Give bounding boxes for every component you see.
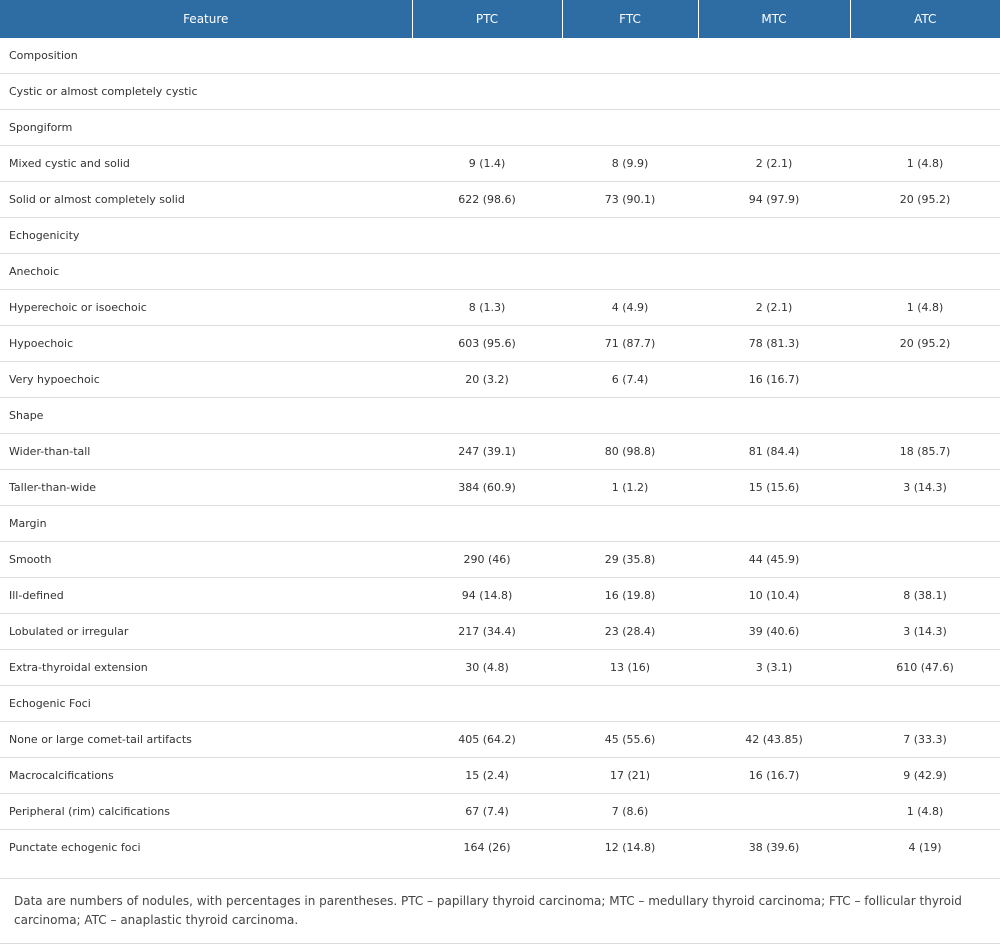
cell-ptc: 15 (2.4) [412, 758, 562, 794]
cell-ptc [412, 506, 562, 542]
cell-feature: Lobulated or irregular [0, 614, 412, 650]
cell-ftc: 4 (4.9) [562, 290, 698, 326]
table-row [0, 686, 1000, 722]
cell-ftc: 73 (90.1) [562, 182, 698, 218]
cell-ptc [412, 254, 562, 290]
cell-atc [850, 38, 1000, 74]
cell-atc: 610 (47.6) [850, 650, 1000, 686]
cell-ptc [412, 110, 562, 146]
table-row [0, 254, 1000, 290]
cell-ftc [562, 218, 698, 254]
header-ftc: FTC [562, 0, 698, 38]
cell-atc [850, 254, 1000, 290]
cell-feature: Margin [0, 506, 412, 542]
cell-atc [850, 74, 1000, 110]
cell-feature: Shape [0, 398, 412, 434]
cell-atc: 20 (95.2) [850, 326, 1000, 362]
cell-ftc: 13 (16) [562, 650, 698, 686]
cell-ptc: 405 (64.2) [412, 722, 562, 758]
cell-ptc: 384 (60.9) [412, 470, 562, 506]
cell-feature: Composition [9, 49, 78, 62]
cell-atc: 7 (33.3) [850, 722, 1000, 758]
cell-mtc [698, 218, 850, 254]
table-row [0, 542, 1000, 578]
cell-ptc: 8 (1.3) [412, 290, 562, 326]
cell-mtc: 16 (16.7) [698, 362, 850, 398]
cell-mtc [698, 38, 850, 74]
cell-mtc [698, 74, 850, 110]
cell-feature: Punctate echogenic foci [0, 830, 412, 866]
cell-atc [850, 218, 1000, 254]
table-row [0, 758, 1000, 794]
table-row [0, 506, 1000, 542]
table-row [0, 830, 1000, 866]
cell-ftc [562, 254, 698, 290]
table-row [0, 362, 1000, 398]
cell-ftc: 7 (8.6) [562, 794, 698, 830]
cell-feature: Smooth [0, 542, 412, 578]
cell-ftc: 16 (19.8) [562, 578, 698, 614]
cell-atc: 18 (85.7) [850, 434, 1000, 470]
cell-atc: 3 (14.3) [850, 470, 1000, 506]
cell-atc: 1 (4.8) [850, 290, 1000, 326]
table-row [0, 398, 1000, 434]
cell-ftc [562, 38, 698, 74]
cell-mtc [698, 110, 850, 146]
cell-feature: Anechoic [0, 254, 412, 290]
cell-feature: Hyperechoic or isoechoic [0, 290, 412, 326]
cell-atc: 8 (38.1) [850, 578, 1000, 614]
footnote-text: Data are numbers of nodules, with percentages in parentheses. PTC – papillary thyroid carcinoma; MTC – medullary thyroid carcinoma; FTC – follicular thyroid carcinoma; ATC – anaplastic thyroid carcinoma. [14, 894, 962, 927]
cell-ptc: 290 (46) [412, 542, 562, 578]
cell-mtc: 15 (15.6) [698, 470, 850, 506]
cell-ptc: 67 (7.4) [412, 794, 562, 830]
cell-mtc: 42 (43.85) [698, 722, 850, 758]
cell-mtc: 2 (2.1) [698, 146, 850, 182]
cell-mtc: 2 (2.1) [698, 290, 850, 326]
table-row [0, 110, 1000, 146]
cell-ftc: 17 (21) [562, 758, 698, 794]
cell-ptc: 622 (98.6) [412, 182, 562, 218]
cell-feature: Solid or almost completely solid [0, 182, 412, 218]
cell-feature: Very hypoechoic [0, 362, 412, 398]
cell-ftc [562, 74, 698, 110]
cell-atc [850, 542, 1000, 578]
cell-atc [850, 506, 1000, 542]
cell-ptc [412, 38, 562, 74]
cell-mtc [698, 398, 850, 434]
table-row [0, 722, 1000, 758]
cell-ftc: 80 (98.8) [562, 434, 698, 470]
cell-feature: Extra-thyroidal extension [0, 650, 412, 686]
cell-ftc: 8 (9.9) [562, 146, 698, 182]
table-body [0, 38, 1000, 865]
cell-ftc: 6 (7.4) [562, 362, 698, 398]
cell-feature: Macrocalcifications [0, 758, 412, 794]
cell-atc [850, 110, 1000, 146]
cell-atc: 3 (14.3) [850, 614, 1000, 650]
header-row [0, 0, 1000, 38]
cell-mtc: 16 (16.7) [698, 758, 850, 794]
header-atc: ATC [850, 0, 1000, 38]
cell-feature: Cystic or almost completely cystic [0, 74, 412, 110]
table-row [0, 794, 1000, 830]
cell-mtc: 81 (84.4) [698, 434, 850, 470]
cell-feature: Wider-than-tall [0, 434, 412, 470]
cell-ptc: 94 (14.8) [412, 578, 562, 614]
cell-atc [850, 686, 1000, 722]
cell-atc: 1 (4.8) [850, 794, 1000, 830]
cell-ftc [562, 398, 698, 434]
cell-ptc: 20 (3.2) [412, 362, 562, 398]
cell-mtc [698, 254, 850, 290]
cell-ftc: 29 (35.8) [562, 542, 698, 578]
cell-ftc: 45 (55.6) [562, 722, 698, 758]
cell-ptc: 217 (34.4) [412, 614, 562, 650]
table-row [0, 650, 1000, 686]
cell-atc: 4 (19) [850, 830, 1000, 866]
table-row [0, 470, 1000, 506]
cell-feature: Spongiform [0, 110, 412, 146]
cell-atc: 20 (95.2) [850, 182, 1000, 218]
cell-ptc: 9 (1.4) [412, 146, 562, 182]
cell-mtc: 94 (97.9) [698, 182, 850, 218]
cell-ptc: 30 (4.8) [412, 650, 562, 686]
cell-ptc: 247 (39.1) [412, 434, 562, 470]
cell-ftc [562, 110, 698, 146]
cell-mtc: 78 (81.3) [698, 326, 850, 362]
cell-feature: None or large comet-tail artifacts [0, 722, 412, 758]
cell-mtc: 44 (45.9) [698, 542, 850, 578]
cell-feature: Ill-defined [0, 578, 412, 614]
header-ptc: PTC [412, 0, 562, 38]
table-row [0, 614, 1000, 650]
cell-mtc: 3 (3.1) [698, 650, 850, 686]
cell-mtc: 10 (10.4) [698, 578, 850, 614]
table-row [0, 146, 1000, 182]
cell-feature: Echogenicity [0, 218, 412, 254]
cell-ptc: 603 (95.6) [412, 326, 562, 362]
table-row [0, 434, 1000, 470]
cell-ftc: 23 (28.4) [562, 614, 698, 650]
cell-ftc: 12 (14.8) [562, 830, 698, 866]
cell-feature: Hypoechoic [0, 326, 412, 362]
cell-atc [850, 398, 1000, 434]
cell-feature: Echogenic Foci [0, 686, 412, 722]
cell-ptc [412, 74, 562, 110]
cell-ptc [412, 686, 562, 722]
cell-atc: 1 (4.8) [850, 146, 1000, 182]
header-feature: Feature [0, 0, 412, 38]
cell-ftc: 1 (1.2) [562, 470, 698, 506]
cell-ptc: 164 (26) [412, 830, 562, 866]
table-row [0, 182, 1000, 218]
cell-mtc: 39 (40.6) [698, 614, 850, 650]
cell-atc: 9 (42.9) [850, 758, 1000, 794]
table-row [0, 74, 1000, 110]
header-mtc: MTC [698, 0, 850, 38]
cell-ftc [562, 686, 698, 722]
cell-mtc: 38 (39.6) [698, 830, 850, 866]
table-row [0, 578, 1000, 614]
cell-mtc [698, 686, 850, 722]
table-footnote [0, 878, 1000, 944]
cell-feature: Peripheral (rim) calcifications [0, 794, 412, 830]
cell-atc [850, 362, 1000, 398]
table-row [0, 38, 1000, 74]
cell-feature: Taller-than-wide [0, 470, 412, 506]
cell-mtc [698, 506, 850, 542]
table-row [0, 218, 1000, 254]
cell-ptc [412, 398, 562, 434]
cell-feature: Mixed cystic and solid [0, 146, 412, 182]
cell-ptc [412, 218, 562, 254]
cell-mtc [698, 794, 850, 830]
table-row [0, 290, 1000, 326]
table-row [0, 326, 1000, 362]
cell-ftc [562, 506, 698, 542]
cell-ftc: 71 (87.7) [562, 326, 698, 362]
